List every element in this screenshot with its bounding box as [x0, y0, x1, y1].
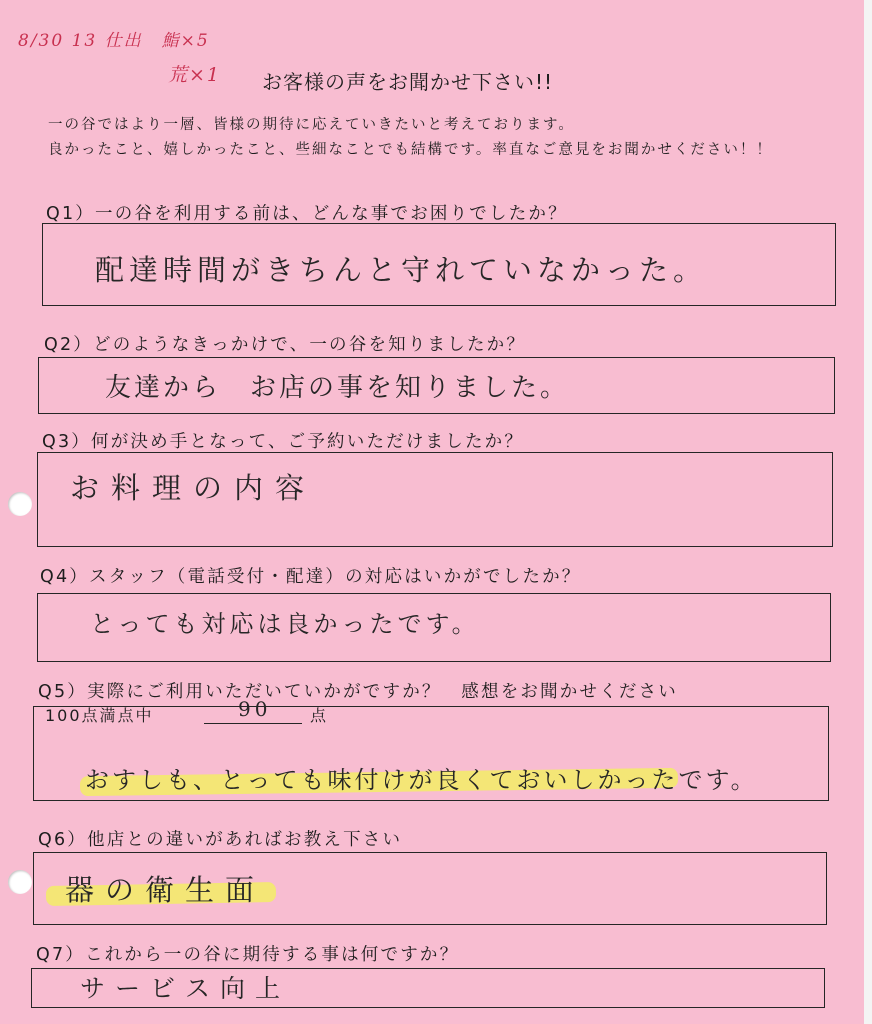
question-3-label: Q3）何が決め手となって、ご予約いただけましたか？ [42, 432, 525, 452]
score-value: 90 [238, 697, 272, 721]
answer-7-text: サービス向上 [80, 974, 291, 1003]
answer-3-text: お料理の内容 [70, 471, 317, 505]
question-4-label: Q4）スタッフ（電話受付・配達）の対応はいかがでしたか？ [40, 567, 582, 587]
score-prefix: 100点満点中 [45, 706, 154, 725]
intro-line-2: 良かったこと、嬉しかったこと、些細なことでも結構です。率直なご意見をお聞かせください！！ [48, 142, 773, 158]
question-7-label: Q7）これから一の谷に期待する事は何ですか？ [36, 945, 460, 965]
intro-line-1: 一の谷ではより一層、皆様の期待に応えていきたいと考えております。 [48, 117, 575, 133]
order-annotation-line1: 8/30 13 仕出 鮨×5 [18, 31, 210, 51]
punch-hole-top [8, 492, 32, 516]
order-annotation-line2: 荒×1 [168, 64, 222, 86]
answer-4-text: とっても対応は良かったです。 [90, 610, 480, 638]
score-underline [204, 723, 302, 724]
question-2-label: Q2）どのようなきっかけで、一の谷を知りましたか？ [44, 335, 527, 355]
survey-title: お客様の声をお聞かせ下さい!! [262, 70, 554, 94]
punch-hole-bottom [8, 870, 32, 894]
answer-6-text: 器の衛生面 [65, 873, 266, 907]
answer-2-text: 友達から お店の事を知りました。 [105, 373, 570, 403]
question-1-label: Q1）一の谷を利用する前は、どんな事でお困りでしたか？ [46, 204, 568, 224]
score-suffix: 点 [310, 706, 329, 725]
question-5-label: Q5）実際にご利用いただいていかがですか？ 感想をお聞かせください [38, 682, 679, 702]
answer-5-text: おすしも、とっても味付けが良くておいしかったです。 [85, 766, 758, 794]
answer-1-text: 配達時間がきちんと守れていなかった。 [95, 253, 708, 287]
question-6-label: Q6）他店との違いがあればお教え下さい [38, 830, 403, 850]
